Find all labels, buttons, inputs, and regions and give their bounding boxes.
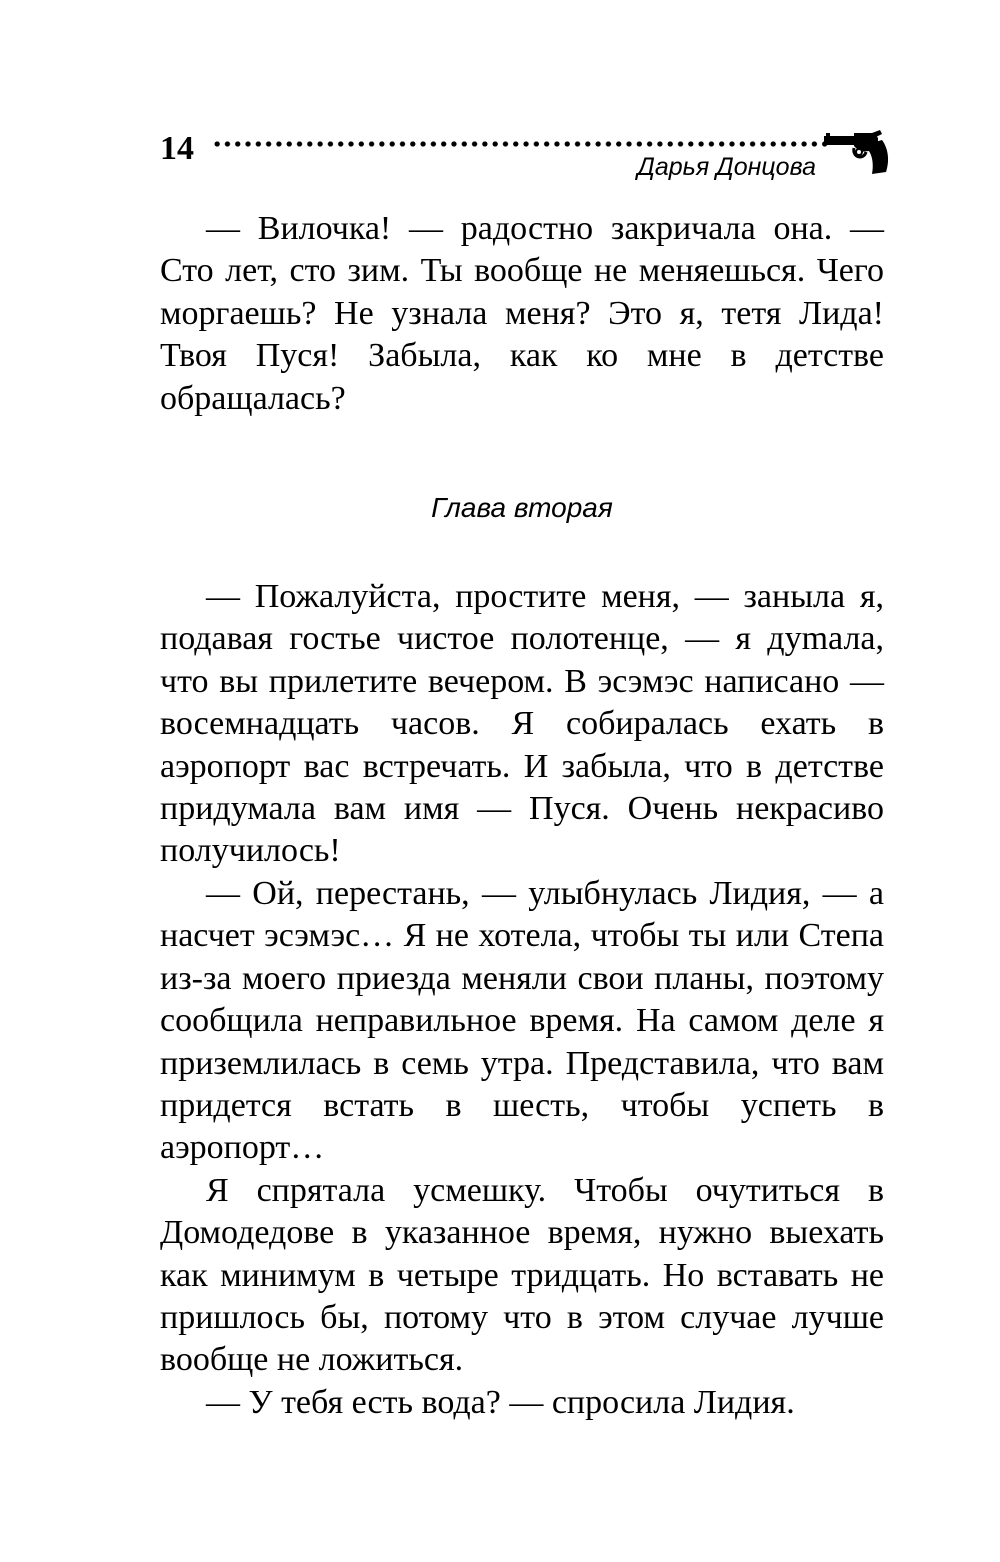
page-number: 14 bbox=[160, 130, 194, 167]
paragraph: — Пожалуйста, простите меня, — заныла я, подавая гостье чистое полотенце, — я дуmала, что вы прилетите вечером. В эсэмэс написано — восемнадцать часов. Я собиралась ехать в аэропорт вас встречать. И забыла, что в детстве придумала вам имя — Пуся. Очень некрасиво получилось! bbox=[160, 578, 884, 870]
page-body bbox=[160, 208, 884, 1424]
chapter-title: Глава вторая bbox=[431, 492, 613, 524]
paragraph: — Вилочка! — радостно закричала она. — Сто лет, сто зим. Ты вообще не меняешься. Чего моргаешь? Не узнала меня? Это я, тетя Лида! Твоя Пуся! Забыла, как ко мне в детстве обращалась? bbox=[160, 210, 884, 417]
paragraph: — У тебя есть вода? — спросила Лидия. bbox=[206, 1383, 795, 1421]
author-name: Дарья Донцова bbox=[637, 153, 816, 181]
running-header bbox=[160, 128, 890, 188]
dotted-rule bbox=[212, 141, 832, 147]
revolver-icon bbox=[824, 130, 890, 176]
paragraph: Я спрятала усмешку. Чтобы очутиться в Домодедове в указанное время, нужно выехать как минимум в четыре тридцать. Но вставать не пришлось бы, потому что в этом случае лучше вообще не ложиться. bbox=[160, 1171, 884, 1379]
paragraph: — Ой, перестань, — улыбнулась Лидия, — а насчет эсэмэс… Я не хотела, чтобы ты или Степа из-за моего приезда меняли свои планы, поэтому сообщила неправильное время. На самом деле я приземлилась в семь утра. Представила, что вам придется встать в шесть, чтобы успеть в аэропорт… bbox=[160, 874, 884, 1167]
